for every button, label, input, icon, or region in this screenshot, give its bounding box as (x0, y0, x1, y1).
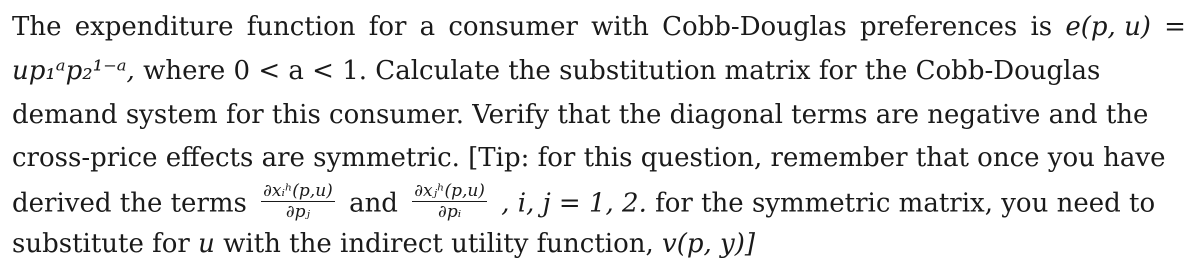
word: is (1030, 12, 1053, 42)
fraction-numerator: ∂xᵢʰ(p,u) (263, 181, 333, 201)
partial-derivative-ji (412, 182, 487, 221)
line-text: and (349, 188, 398, 219)
problem-line-6 (12, 229, 1186, 259)
problem-line-1 (12, 12, 1186, 42)
word: with (591, 12, 649, 42)
fraction-denominator: ∂pᵢ (438, 202, 462, 222)
word: a (419, 12, 436, 42)
problem-line-2 (12, 56, 1186, 86)
fraction-numerator: ∂xⱼʰ(p,u) (414, 181, 485, 201)
line-text: where 0 < a < 1. Calculate the substitution matrix for the Cobb-Douglas (143, 56, 1101, 86)
problem-line-5 (12, 181, 1186, 224)
line-text: demand system for this consumer. Verify that the diagonal terms are negative and the (12, 100, 1149, 130)
index-set: , i, j = 1, 2. (501, 188, 647, 219)
line-text: with the indirect utility function, (223, 229, 654, 259)
problem-line-3 (12, 100, 1186, 130)
problem-line-4 (12, 143, 1186, 173)
equals-sign: = (1164, 12, 1186, 42)
utility-variable: u (198, 229, 215, 259)
line-text: for the symmetric matrix, you need to (655, 188, 1156, 219)
partial-derivative-ij (261, 182, 335, 221)
line-text: substitute for (12, 229, 190, 259)
line-text: derived the terms (12, 188, 247, 219)
fraction-denominator: ∂pⱼ (285, 202, 311, 222)
cobb-douglas-formula: up₁ᵃp₂¹⁻ᵃ, (12, 56, 135, 86)
word: for (368, 12, 407, 42)
indirect-utility-formula: v(p, y)] (662, 229, 755, 259)
word: Cobb-Douglas (662, 12, 847, 42)
word: consumer (448, 12, 578, 42)
word: The (12, 12, 62, 42)
expenditure-formula: e(p, u) (1065, 12, 1151, 42)
word: function (246, 12, 356, 42)
word: preferences (859, 12, 1018, 42)
word: expenditure (74, 12, 234, 42)
line-text: cross-price effects are symmetric. [Tip: for this question, remember that once you have (12, 143, 1166, 173)
